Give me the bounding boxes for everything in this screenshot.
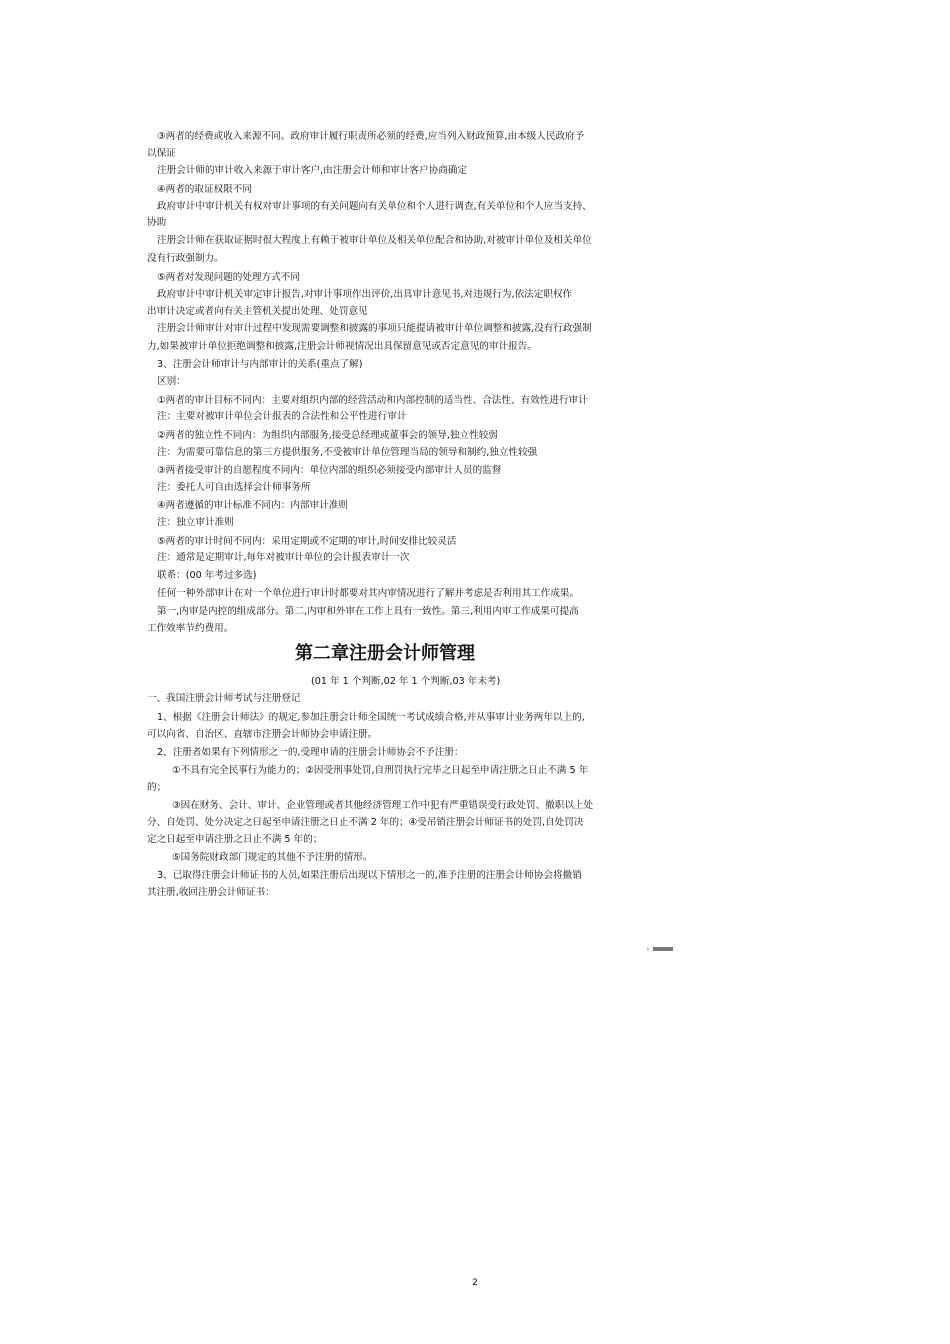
text-line: ③两者接受审计的自愿程度不同内：单位内部的组织必须接受内部审计人员的监督	[157, 465, 502, 476]
page-number: 2	[472, 1278, 478, 1288]
text-line: 联系：(00 年考过多选)	[157, 570, 257, 581]
text-line: 协助	[147, 217, 167, 228]
text-line: 出审计决定或者向有关主管机关提出处理、处罚意见	[147, 306, 368, 317]
text-line: 定之日起至申请注册之日止不满 5 年的；	[147, 834, 323, 845]
text-line: (01 年 1 个判断,02 年 1 个判断,03 年未考)	[311, 676, 501, 687]
text-line: 可以向省、自治区、直辖市注册会计师协会申请注册。	[147, 729, 378, 740]
chapter-title: 第二章注册会计师管理	[295, 643, 475, 664]
text-line: ④两者遵循的审计标准不同内：内部审计准则	[157, 500, 348, 511]
text-line: 没有行政强制力。	[147, 253, 224, 264]
text-line: 工作效率节约费用。	[147, 623, 234, 634]
text-line: ①不具有完全民事行为能力的；②因受刑事处罚,自刑罚执行完毕之日起至申请注册之日止不满 5 年	[172, 765, 589, 776]
text-line: 2、注册者如果有下列情形之一的,受理申请的注册会计师协会不予注册：	[157, 747, 464, 758]
text-line: 区别：	[157, 376, 186, 387]
text-line: ①两者的审计目标不同内：主要对组织内部的经营活动和内部控制的适当性、合法性、有效性进行审计	[157, 395, 588, 406]
text-line: 注：通常是定期审计,每年对被审计单位的会计报表审计一次	[157, 552, 410, 563]
text-line: 的；	[147, 782, 167, 793]
text-line: ②两者的独立性不同内：为组织内部服务,接受总经理或董事会的领导,独立性较弱	[157, 430, 498, 441]
text-line: 注册会计师的审计收入来源于审计客户,由注册会计师和审计客户协商确定	[157, 165, 468, 176]
text-line: 1、根据《注册会计师法》的规定,参加注册会计师全国统一考试成绩合格,并从事审计业务两年以上的,	[157, 712, 585, 723]
text-line: ③因在财务、会计、审计、企业管理或者其他经济管理工作中犯有严重错误受行政处罚、撤职以上处	[172, 800, 594, 811]
text-line: 注：为需要可靠信息的第三方提供服务,不受被审计单位管理当局的领导和制约,独立性较强	[157, 447, 538, 458]
text-line: 第一,内审是内控的组成部分。第二,内审和外审在工作上具有一致性。第三,利用内审工作成果可提高	[157, 606, 579, 617]
text-line: 注册会计师在获取证据时很大程度上有赖于被审计单位及相关单位配合和协助,对被审计单位及相关单位	[157, 235, 592, 246]
text-line: 3、已取得注册会计师证书的人员,如果注册后出现以下情形之一的,准予注册的注册会计师协会将撤销	[157, 870, 582, 881]
decorative-mark	[653, 947, 673, 951]
text-line: ④两者的取证权限不同	[157, 184, 252, 195]
text-line: 一、我国注册会计师考试与注册登记	[147, 693, 301, 704]
text-line: 力,如果被审计单位拒绝调整和披露,注册会计师视情况出具保留意见或否定意见的审计报告。	[147, 341, 537, 352]
text-line: ⑤两者对发现问题的处理方式不同	[157, 272, 300, 283]
text-line: 政府审计中审计机关有权对审计事项的有关问题向有关单位和个人进行调查,有关单位和个人应当支持、	[157, 201, 592, 212]
text-line: 注：独立审计准则	[157, 517, 234, 528]
text-line: 注：主要对被审计单位会计报表的合法性和公平性进行审计	[157, 411, 407, 422]
text-line: 注册会计师审计对审计过程中发现需要调整和披露的事项只能提请被审计单位调整和披露,没有行政强制	[157, 323, 592, 334]
text-line: 分、自处罚、处分决定之日起至申请注册之日止不满 2 年的；④受吊销注册会计师证书的处罚,自处罚决	[147, 817, 584, 828]
text-line: 政府审计中审计机关审定审计报告,对审计事项作出评价,出具审计意见书,对违规行为,依法定职权作	[157, 289, 573, 300]
decorative-mark-dot	[647, 947, 649, 951]
text-line: ⑤国务院财政部门规定的其他不予注册的情形。	[172, 852, 373, 863]
text-line: 以保证	[147, 148, 176, 159]
text-line: 其注册,收回注册会计师证书：	[147, 887, 275, 898]
text-line: 任何一种外部审计在对一个单位进行审计时都要对其内审情况进行了解并考虑是否利用其工作成果。	[157, 588, 580, 599]
text-line: 注：委托人可自由选择会计师事务所	[157, 482, 311, 493]
text-line: ⑤两者的审计时间不同内：采用定期或不定期的审计,时间安排比较灵活	[157, 536, 457, 547]
text-line: ③两者的经费或收入来源不同。政府审计履行职责所必须的经费,应当列入财政预算,由本级人民政府予	[157, 131, 585, 142]
text-line: 3、注册会计师审计与内部审计的关系(重点了解)	[157, 359, 363, 370]
